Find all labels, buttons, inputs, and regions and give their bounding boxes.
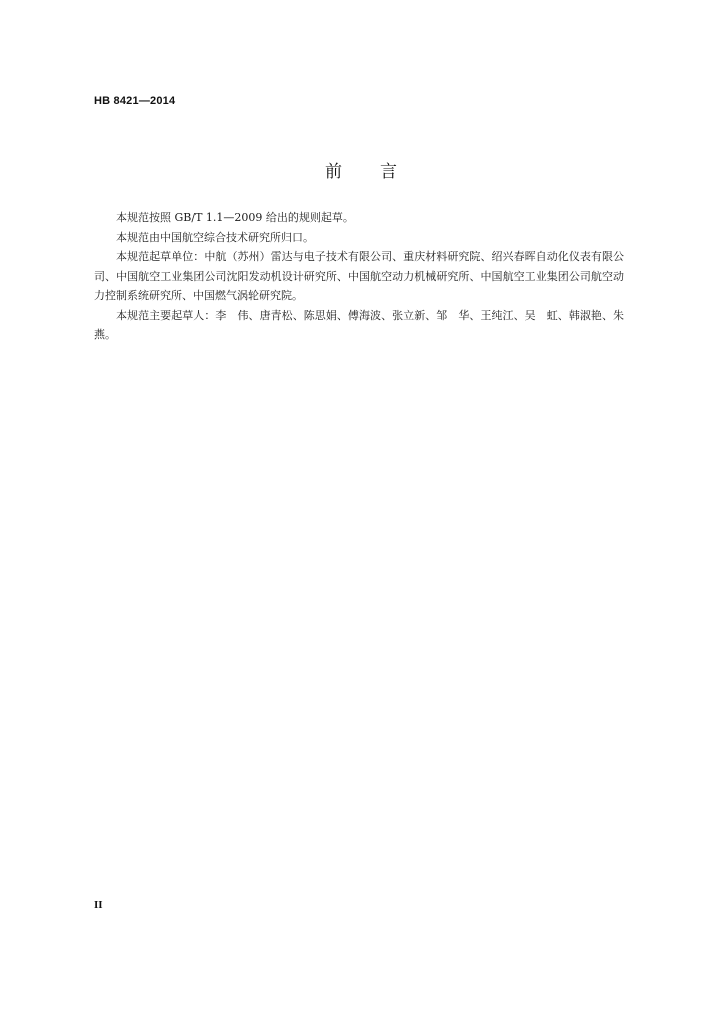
page-title: 前言 bbox=[325, 162, 435, 182]
page-number: II bbox=[94, 899, 103, 911]
standard-code: HB 8421—2014 bbox=[94, 95, 176, 107]
paragraph-drafting-rules: 本规范按照 GB/T 1.1—2009 给出的规则起草。 bbox=[116, 211, 354, 224]
paragraph-responsible-unit: 本规范由中国航空综合技术研究所归口。 bbox=[116, 230, 314, 244]
foreword-body bbox=[94, 208, 635, 345]
paragraph-drafters: 本规范主要起草人：李 伟、唐青松、陈思娟、傅海波、张立新、邹 华、王纯江、吴 虹、韩淑艳、朱 燕。 bbox=[94, 308, 635, 341]
paragraph-drafting-units: 本规范起草单位：中航（苏州）雷达与电子技术有限公司、重庆材料研究院、绍兴春晖自动化仪表有限公司、中国航空工业集团公司沈阳发动机设计研究所、中国航空动力机械研究所、中国航空工业集团公司航空动力控制系统研究所、中国燃气涡轮研究院。 bbox=[94, 250, 624, 302]
